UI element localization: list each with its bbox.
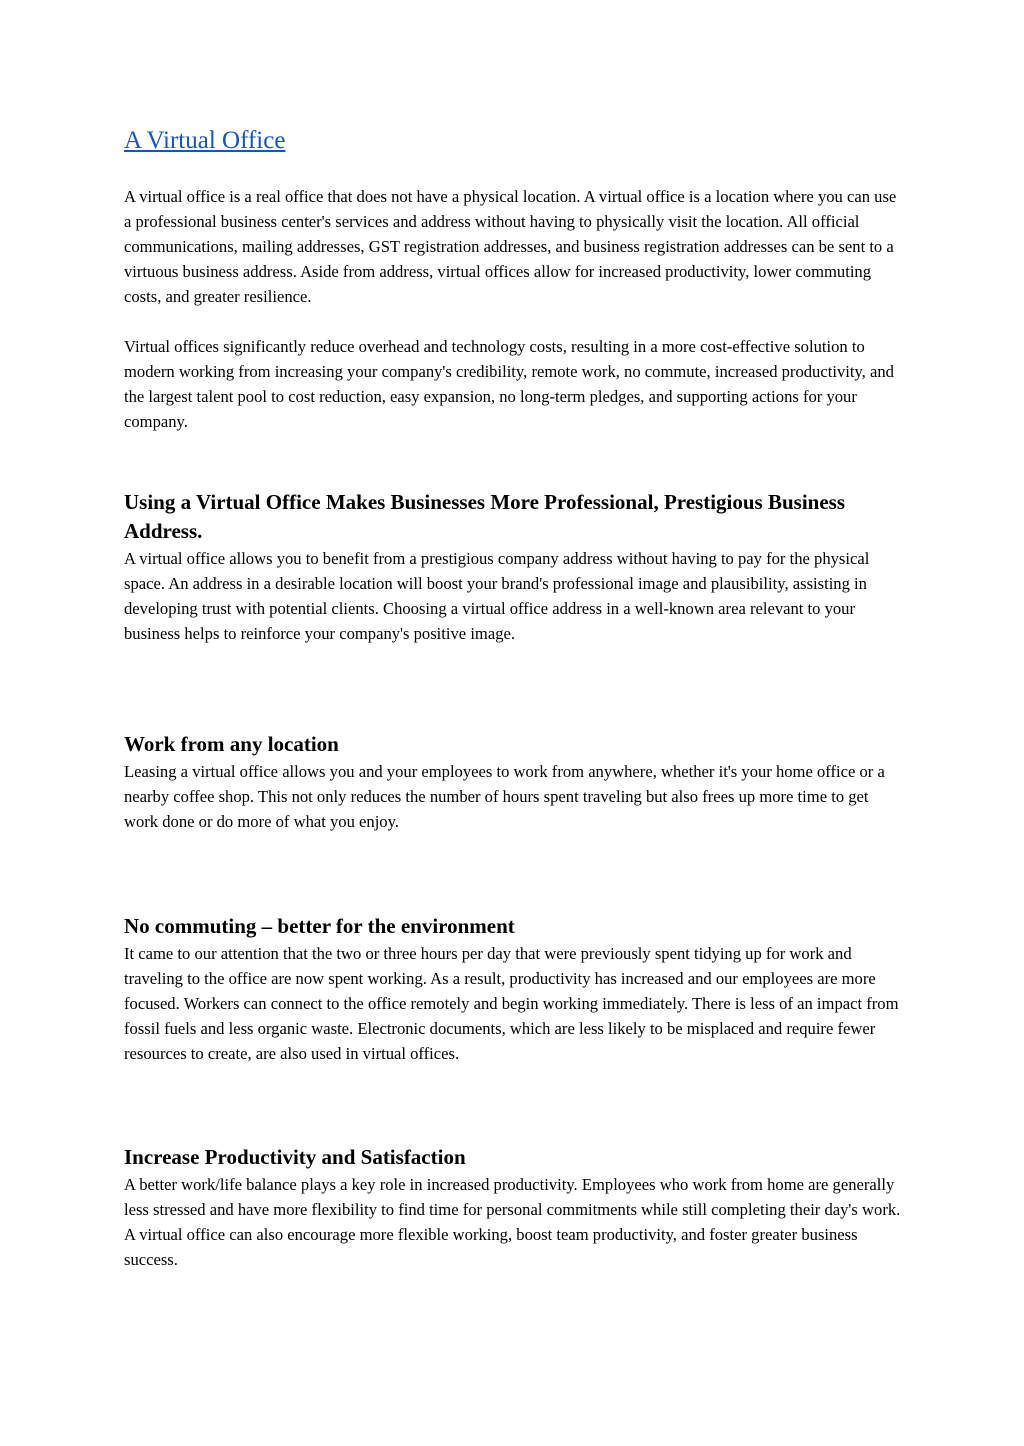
section-work-anywhere bbox=[124, 730, 904, 834]
section-heading: Work from any location bbox=[124, 732, 339, 756]
section-body: A better work/life balance plays a key role in increased productivity. Employees who work from home are generally less stressed and have more flexibility to find time for personal commitments while still completing their day's work. A virtual office can also encourage more flexible working, boost team productivity, and foster greater business success. bbox=[124, 1175, 901, 1269]
section-heading: Using a Virtual Office Makes Businesses More Professional, Prestigious Business Address. bbox=[124, 490, 846, 543]
section-heading: Increase Productivity and Satisfaction bbox=[124, 1145, 466, 1169]
section-productivity bbox=[124, 1143, 904, 1272]
intro-paragraph-1: A virtual office is a real office that does not have a physical location. A virtual office is a location where you can use a professional business center's services and address without having to physically visit the location. All official communications, mailing addresses, GST registration addresses, and business registration addresses can be sent to a virtuous business address. Aside from address, virtual offices allow for increased productivity, lower commuting costs, and greater resilience. bbox=[124, 187, 897, 306]
section-body: A virtual office allows you to benefit from a prestigious company address without having to pay for the physical space. An address in a desirable location will boost your brand's professional image and plausibility, assisting in developing trust with potential clients. Choosing a virtual office address in a well-known area relevant to your business helps to reinforce your company's positive image. bbox=[124, 549, 870, 643]
section-professional-address bbox=[124, 488, 904, 646]
intro-paragraph-2: Virtual offices significantly reduce overhead and technology costs, resulting in a more cost-effective solution to modern working from increasing your company's credibility, remote work, no commute, increased productivity, and the largest talent pool to cost reduction, easy expansion, no long-term pledges, and supporting actions for your company. bbox=[124, 337, 894, 431]
section-body: Leasing a virtual office allows you and your employees to work from anywhere, whether it's your home office or a nearby coffee shop. This not only reduces the number of hours spent traveling but also frees up more time to get work done or do more of what you enjoy. bbox=[124, 762, 885, 831]
section-heading: No commuting – better for the environment bbox=[124, 914, 515, 938]
section-no-commuting bbox=[124, 912, 904, 1066]
section-body: It came to our attention that the two or three hours per day that were previously spent tidying up for work and traveling to the office are now spent working. As a result, productivity has increased and our employees are more focused. Workers can connect to the office remotely and begin working immediately. There is less of an impact from fossil fuels and less organic waste. Electronic documents, which are less likely to be misplaced and require fewer resources to create, are also used in virtual offices. bbox=[124, 944, 899, 1063]
page-title-link[interactable]: A Virtual Office bbox=[124, 127, 286, 154]
